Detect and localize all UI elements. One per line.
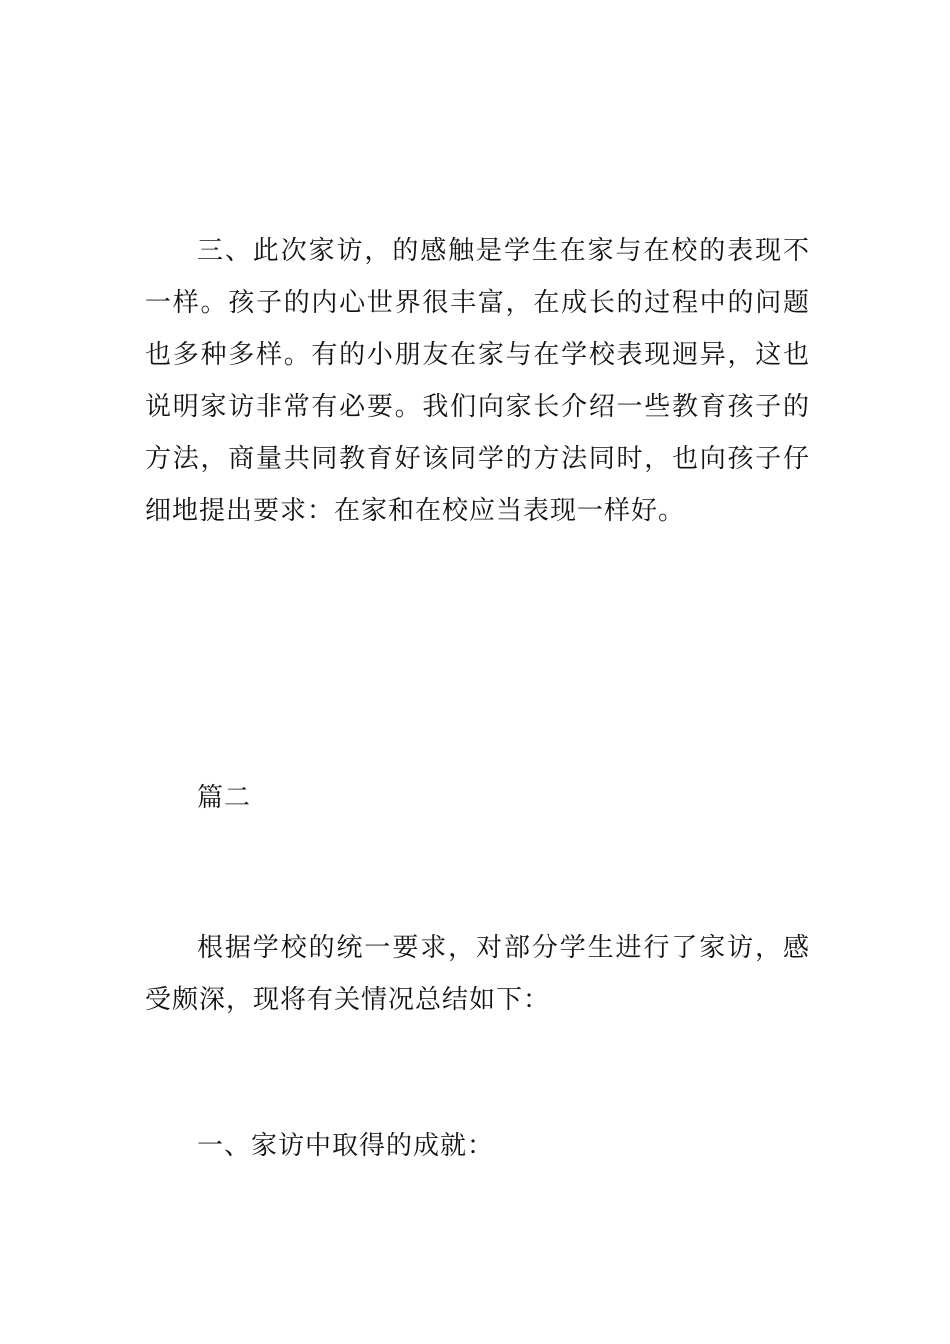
section-heading-achievements: 一、家访中取得的成就： — [197, 1131, 495, 1161]
paragraph-intro-summary: 根据学校的统一要求，对部分学生进行了家访，感受颇深，现将有关情况总结如下： — [145, 933, 810, 1015]
paragraph-home-visit-reflection: 三、此次家访，的感触是学生在家与在校的表现不一样。孩子的内心世界很丰富，在成长的过程中的问题也多种多样。有的小朋友在家与在学校表现迥异，这也说明家访非常有必要。我们向家长介绍一些教育孩子的方法，商量共同教育好该同学的方法同时，也向孩子仔细地提出要求：在家和在校应当表现一样好。 — [145, 236, 810, 526]
section-heading-part-two: 篇二 — [197, 783, 252, 813]
